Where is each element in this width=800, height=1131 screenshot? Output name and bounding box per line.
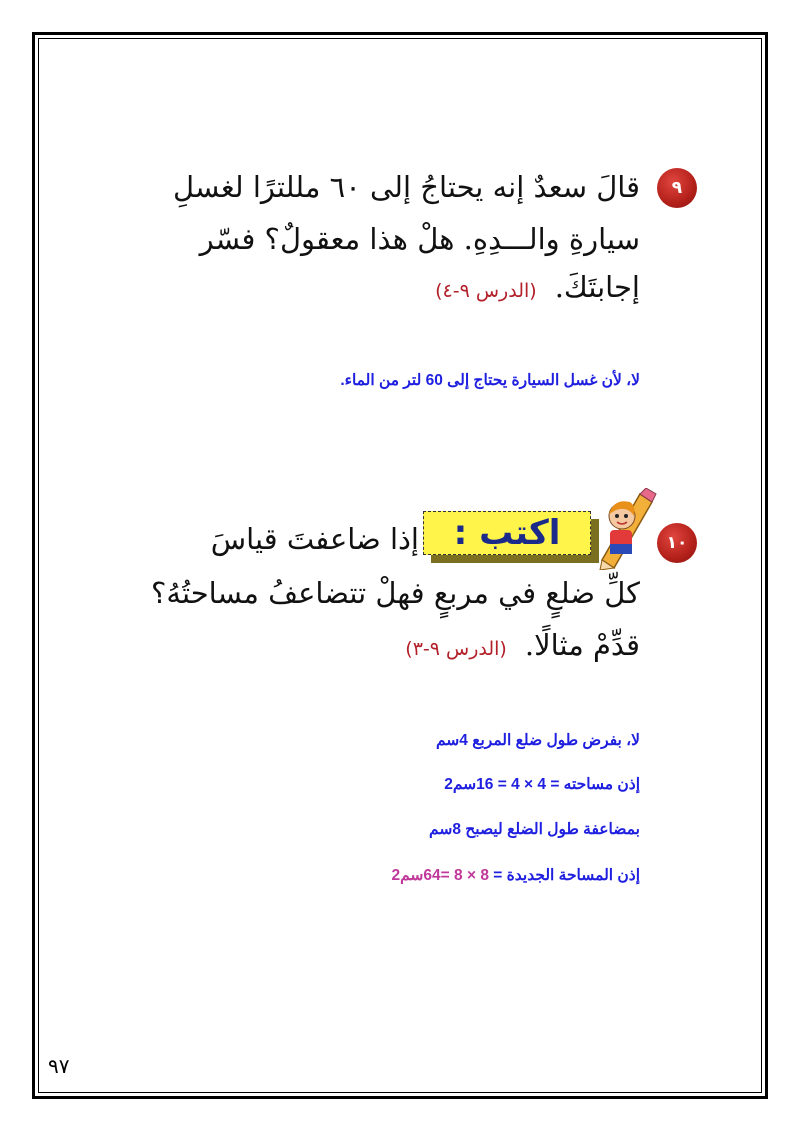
write-label-face <box>423 511 591 555</box>
question-9-line-3 <box>435 270 640 304</box>
question-10-line-1: إذا ضاعفتَ قياسَ <box>210 522 419 556</box>
question-10-answer-line-4 <box>391 866 640 885</box>
write-label-text: اكتب : <box>453 513 561 553</box>
question-9-answer: لا، لأن غسل السيارة يحتاج إلى 60 لتر من الماء. <box>340 372 640 389</box>
page-number: ٩٧ <box>48 1054 70 1078</box>
question-10-line-2: كلِّ ضلعٍ في مربعٍ فهلْ تتضاعفُ مساحتُهُ؟ <box>151 576 640 610</box>
question-9-line-2: سيارةِ والـــدِهِ. هلْ هذا معقولٌ؟ فسّر <box>199 222 640 256</box>
question-9-number-badge <box>657 168 697 208</box>
question-10-answer-line-3: بمضاعفة طول الضلع ليصبح 8سم <box>429 821 640 838</box>
question-9-line-1: قالَ سعدٌ إنه يحتاجُ إلى ٦٠ مللترًا لغسلِ <box>172 170 640 204</box>
write-label-box <box>423 511 601 565</box>
question-10-line-3 <box>405 628 640 662</box>
question-10-answer-4-value: 8 × 8 =64سم2 <box>391 867 489 884</box>
pencil-girl-mascot-icon <box>596 488 658 570</box>
question-10-answer-line-2: إذن مساحته = 4 × 4 = 16سم2 <box>444 776 640 793</box>
question-9-line-3-text: إجابتَكَ. <box>554 270 640 304</box>
question-10-line-3-text: قدِّمْ مثالًا. <box>524 628 640 662</box>
question-10-number-badge <box>657 523 697 563</box>
question-9-lesson-ref: (الدرس ٩-٤) <box>435 280 537 302</box>
question-10-answer-line-1: لا، بفرض طول ضلع المربع 4سم <box>435 732 640 749</box>
question-10-lesson-ref: (الدرس ٩-٣) <box>405 638 507 660</box>
question-9-number: ٩ <box>671 178 683 198</box>
question-10-number: ١٠ <box>666 533 688 553</box>
question-10-answer-4-prefix: إذن المساحة الجديدة = <box>488 867 640 884</box>
